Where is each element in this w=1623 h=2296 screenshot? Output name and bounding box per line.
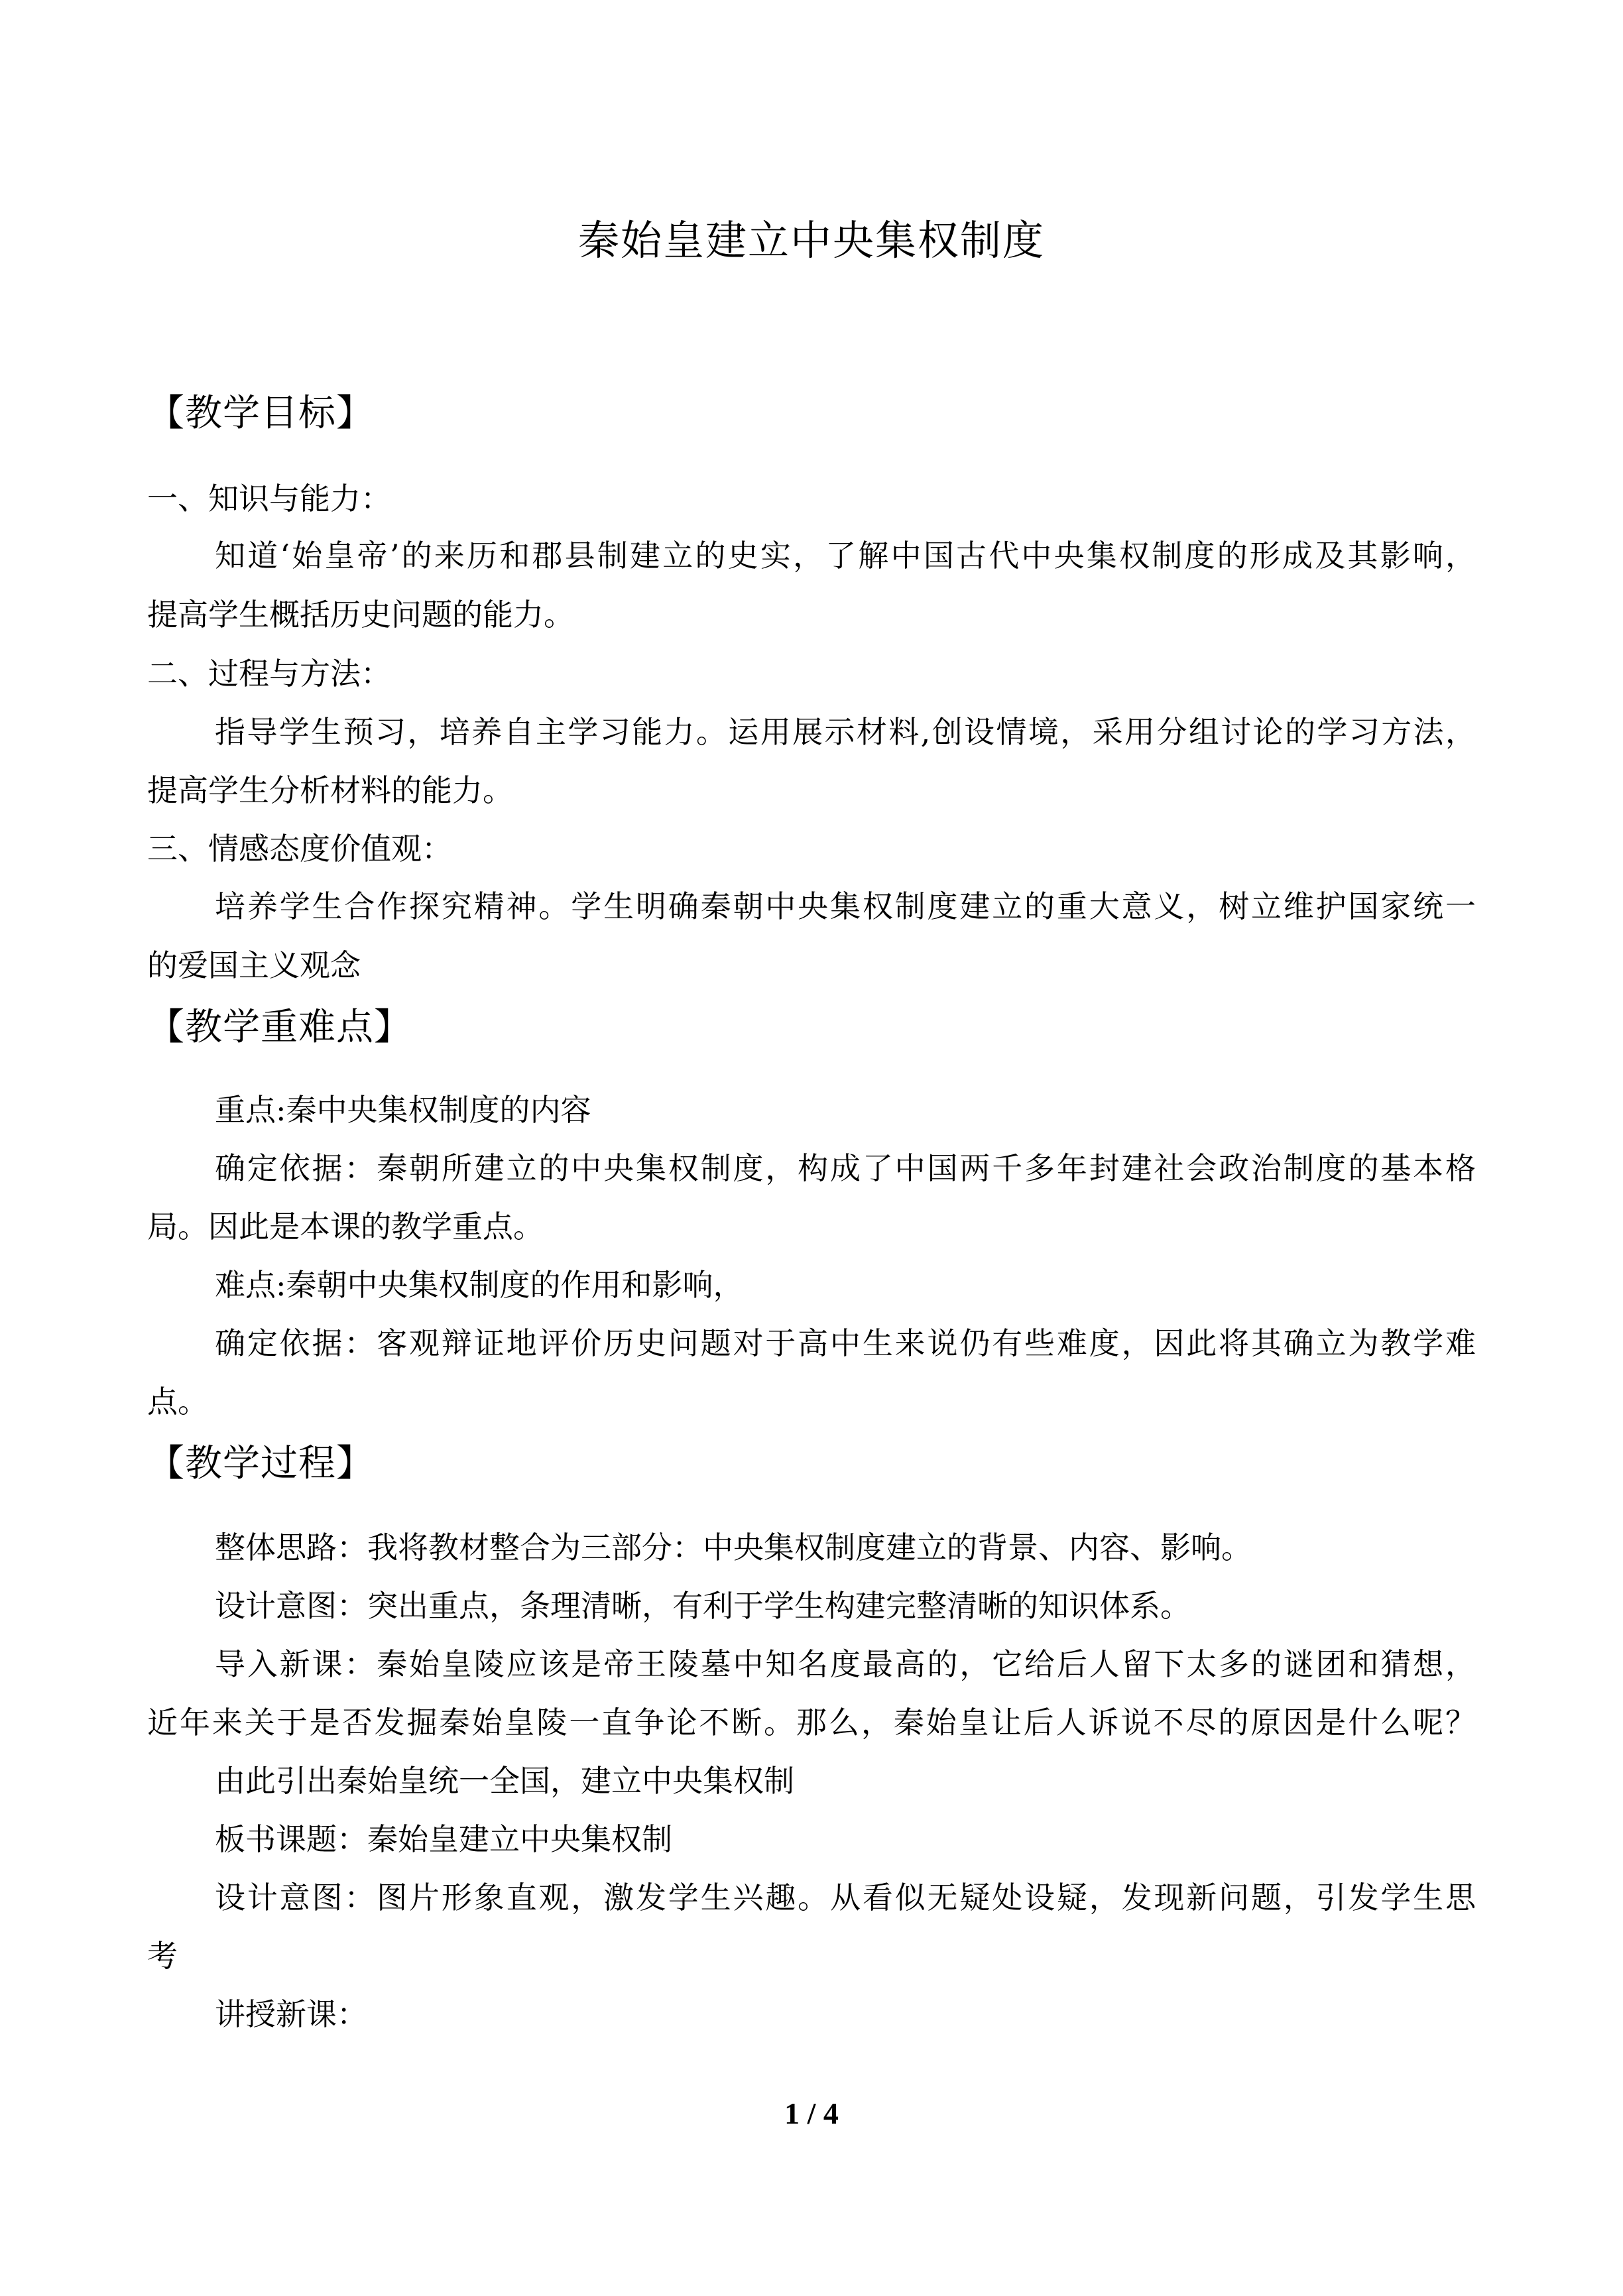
paragraph-intro-line-2: 近年来关于是否发掘秦始皇陵一直争论不断。那么，秦始皇让后人诉说不尽的原因是什么呢？ [147, 1705, 1476, 1740]
paragraph-emotion-line-2: 的爱国主义观念 [147, 947, 361, 983]
paragraph-difficult-basis-line-2: 点。 [147, 1384, 208, 1420]
paragraph-emotion-line-1: 培养学生合作探究精神。学生明确秦朝中央集权制度建立的重大意义，树立维护国家统一 [215, 888, 1476, 924]
paragraph-knowledge-line-2: 提高学生概括历史问题的能力。 [147, 597, 574, 633]
paragraph-difficult-basis-line-1: 确定依据：客观辩证地评价历史问题对于高中生来说仍有些难度，因此将其确立为教学难 [215, 1325, 1476, 1361]
label-knowledge-ability: 一、知识与能力： [147, 481, 391, 516]
label-emotion-values: 三、情感态度价值观： [147, 831, 452, 867]
text-design-intent-1: 设计意图：突出重点，条理清晰，有利于学生构建完整清晰的知识体系。 [215, 1588, 1191, 1624]
paragraph-intro-line-1: 导入新课：秦始皇陵应该是帝王陵墓中知名度最高的，它给后人留下太多的谜团和猜想， [215, 1646, 1476, 1682]
text-difficult-point: 难点:秦朝中央集权制度的作用和影响， [215, 1267, 744, 1303]
heading-key-difficult-points: 【教学重难点】 [147, 1006, 412, 1049]
paragraph-knowledge-line-1: 知道‘始皇帝’的来历和郡县制建立的史实，了解中国古代中央集权制度的形成及其影响， [215, 538, 1476, 574]
text-overall-approach: 整体思路：我将教材整合为三部分：中央集权制度建立的背景、内容、影响。 [215, 1530, 1252, 1565]
paragraph-process-line-2: 提高学生分析材料的能力。 [147, 772, 513, 808]
text-key-point: 重点:秦中央集权制度的内容 [215, 1092, 591, 1128]
text-lead-in: 由此引出秦始皇统一全国，建立中央集权制 [215, 1763, 794, 1799]
text-board-title: 板书课题：秦始皇建立中央集权制 [215, 1821, 672, 1857]
paragraph-process-line-1: 指导学生预习，培养自主学习能力。运用展示材料,创设情境，采用分组讨论的学习方法， [215, 714, 1476, 750]
document-title: 秦始皇建立中央集权制度 [577, 216, 1045, 265]
heading-teaching-objectives: 【教学目标】 [147, 392, 374, 435]
paragraph-design-intent-2-line-2: 考 [147, 1938, 178, 1974]
paragraph-design-intent-2-line-1: 设计意图：图片形象直观，激发学生兴趣。从看似无疑处设疑，发现新问题，引发学生思 [215, 1880, 1476, 1915]
text-new-lesson: 讲授新课： [215, 1996, 367, 2032]
paragraph-key-basis-line-1: 确定依据：秦朝所建立的中央集权制度，构成了中国两千多年封建社会政治制度的基本格 [215, 1150, 1476, 1186]
paragraph-key-basis-line-2: 局。因此是本课的教学重点。 [147, 1209, 544, 1244]
heading-teaching-process: 【教学过程】 [147, 1442, 374, 1485]
label-process-method: 二、过程与方法： [147, 656, 391, 692]
page-number: 1 / 4 [784, 2096, 839, 2130]
